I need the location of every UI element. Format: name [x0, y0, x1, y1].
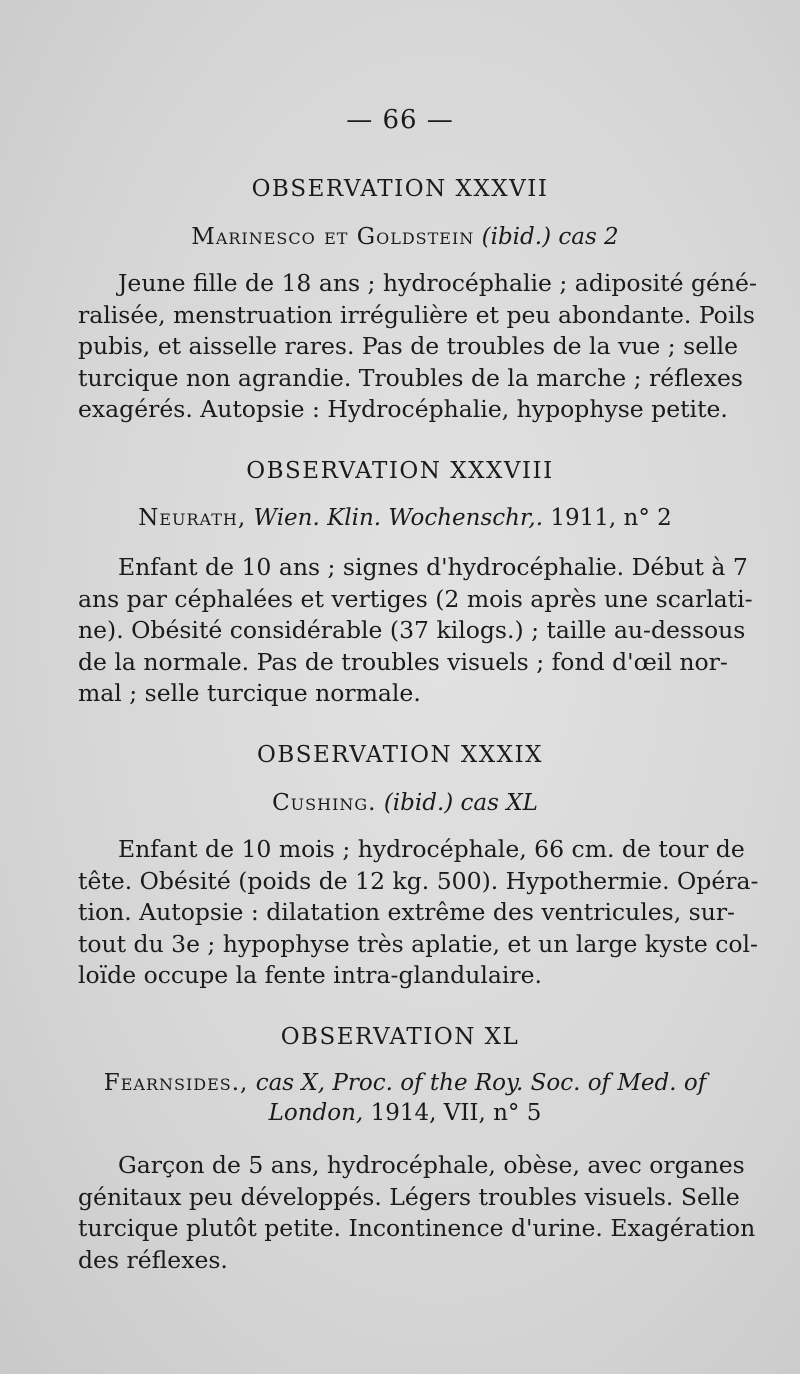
- text-line: des réflexes.: [78, 1245, 228, 1274]
- observation-text-xxxvii: [78, 268, 758, 426]
- citation-ref-city: London,: [268, 1100, 364, 1126]
- citation-authors: Fearnsides.,: [103, 1070, 249, 1096]
- text-line: exagérés. Autopsie : Hydrocéphalie, hypophyse petite.: [78, 395, 728, 423]
- citation-ref: (ibid.) cas 2: [481, 224, 619, 250]
- text-line: turcique non agrandie. Troubles de la marche ; réflexes: [78, 363, 743, 392]
- text-line: ralisée, menstruation irrégulière et peu abondante. Poils: [78, 300, 755, 329]
- text-line: ans par céphalées et vertiges (2 mois après une scarlati-: [78, 584, 753, 613]
- citation-ref: (ibid.) cas XL: [383, 790, 538, 816]
- text-line: mal ; selle turcique normale.: [78, 679, 421, 707]
- text-line: tête. Obésité (poids de 12 kg. 500). Hypothermie. Opéra-: [78, 866, 759, 895]
- citation-authors: Marinesco et Goldstein: [191, 224, 475, 250]
- text-line: Jeune fille de 18 ans ; hydrocéphalie ; adiposité géné-: [118, 269, 757, 297]
- citation-ref: Wien. Klin. Wochenschr,.: [253, 505, 544, 531]
- text-line: tout du 3e ; hypophyse très aplatie, et un large kyste col-: [78, 929, 758, 958]
- observation-title-xxxix: OBSERVATION XXXIX: [256, 742, 543, 768]
- text-line: ne). Obésité considérable (37 kilogs.) ; taille au-dessous: [78, 616, 746, 644]
- citation-extra: 1914, VII, n° 5: [370, 1100, 542, 1126]
- observation-title-xxxvii: OBSERVATION XXXVII: [251, 176, 549, 202]
- text-line: turcique plutôt petite. Incontinence d'urine. Exagération: [78, 1214, 756, 1242]
- text-line: loïde occupe la fente intra-glandulaire.: [78, 961, 542, 989]
- citation-xl: [80, 1068, 730, 1128]
- observation-title-xxxviii: OBSERVATION XXXVIII: [246, 458, 554, 484]
- page-number: — 66 —: [346, 105, 454, 135]
- observation-title-xl: OBSERVATION XL: [280, 1024, 520, 1050]
- citation-xxxviii: [80, 503, 730, 533]
- text-line: de la normale. Pas de troubles visuels ; fond d'œil nor-: [78, 647, 728, 676]
- citation-xxxix: [80, 788, 730, 818]
- citation-extra: 1911, n° 2: [550, 505, 672, 531]
- citation-authors: Cushing.: [272, 790, 377, 816]
- text-line: génitaux peu développés. Légers troubles visuels. Selle: [78, 1182, 740, 1211]
- observation-text-xl: [78, 1150, 758, 1276]
- observation-text-xxxix: [78, 834, 758, 992]
- citation-xxxvii: [80, 222, 730, 252]
- citation-ref: cas X, Proc. of the Roy. Soc. of Med. of: [255, 1070, 707, 1096]
- text-line: tion. Autopsie : dilatation extrême des ventricules, sur-: [78, 898, 736, 926]
- observation-text-xxxviii: [78, 552, 758, 710]
- text-line: Enfant de 10 mois ; hydrocéphale, 66 cm. de tour de: [118, 835, 745, 863]
- citation-authors: Neurath,: [138, 505, 247, 531]
- text-line: pubis, et aisselle rares. Pas de troubles de la vue ; selle: [78, 332, 739, 360]
- text-line: Enfant de 10 ans ; signes d'hydrocéphalie. Début à 7: [118, 553, 748, 581]
- text-line: Garçon de 5 ans, hydrocéphale, obèse, avec organes: [118, 1151, 745, 1179]
